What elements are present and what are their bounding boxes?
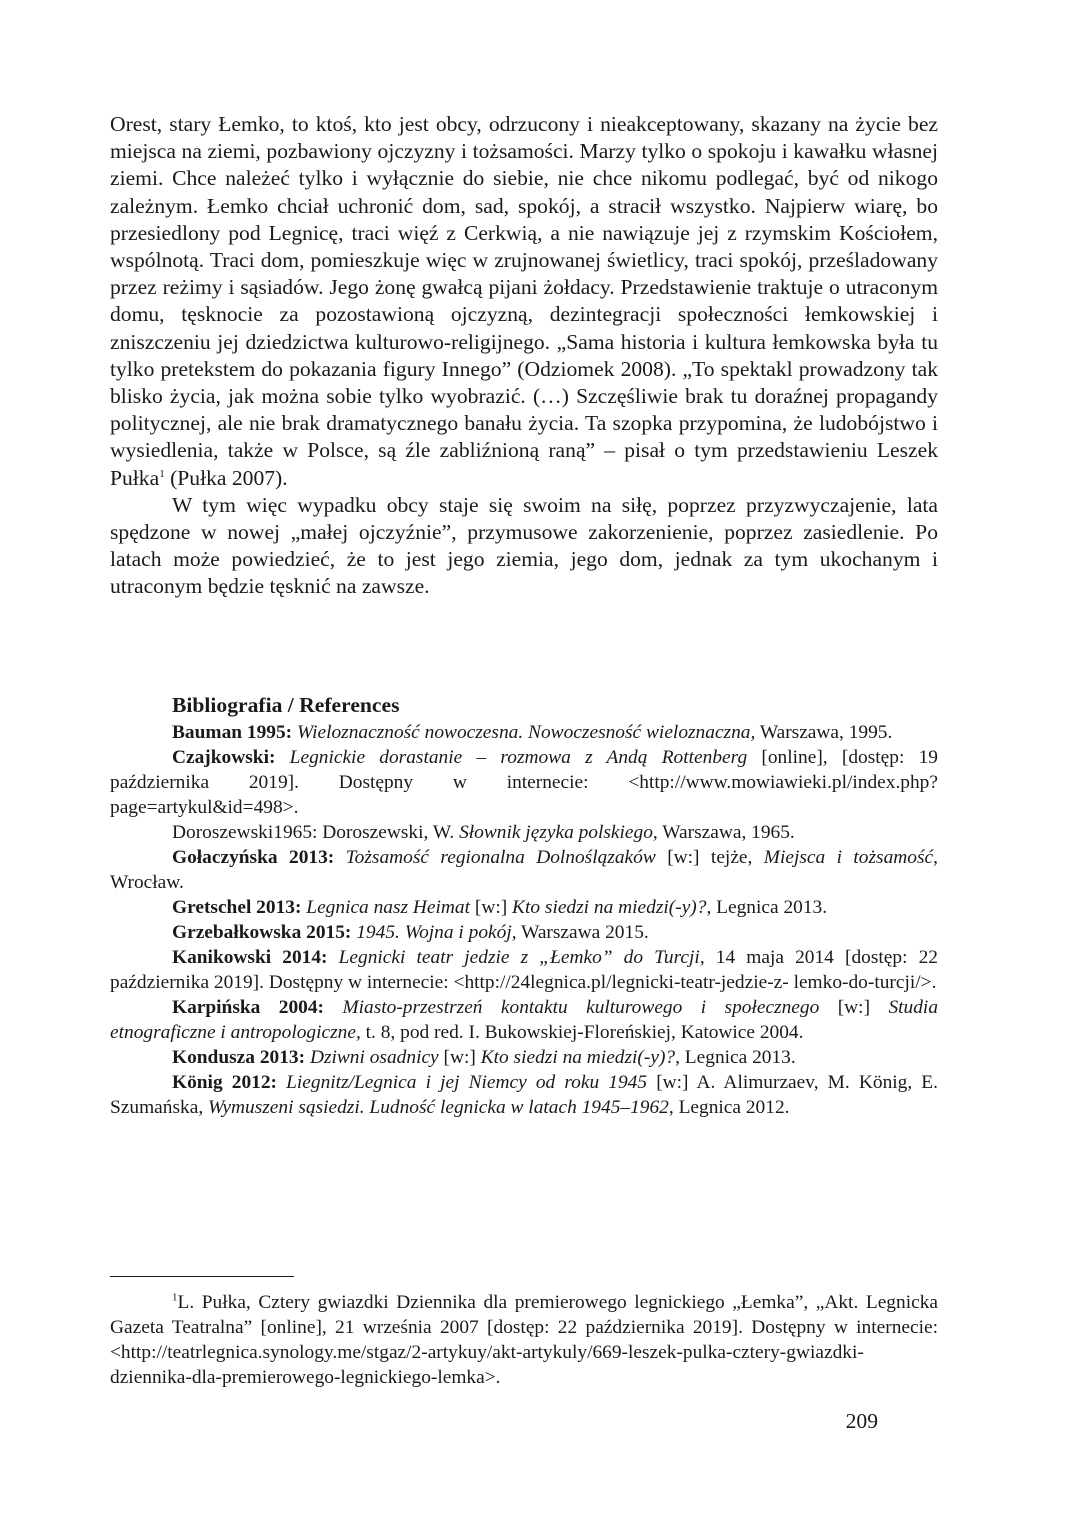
entry-text: [w:] (819, 997, 889, 1018)
bibliography-entry (110, 1070, 938, 1120)
entry-label: Kanikowski 2014: (172, 947, 328, 968)
entry-label: Kondusza 2013: (172, 1047, 306, 1068)
entry-title: Tożsamość regionalna Dolnoślązaków (345, 847, 656, 868)
entry-title: Wymuszeni sąsiedzi. Ludność legnicka w latach 1945–1962 (208, 1097, 669, 1118)
entry-title: Liegnitz/Legnica i jej Niemcy od roku 1945 (286, 1072, 648, 1093)
entry-label: Gołaczyńska 2013: (172, 847, 335, 868)
entry-title: Legnicki teatr jedzie z „Łemko” do Turcji (338, 947, 700, 968)
entry-title: Kto siedzi na miedzi(-y)? (480, 1047, 676, 1068)
bibliography-entry (110, 745, 938, 820)
body-text (110, 111, 938, 601)
entry-title: Studia etnograficzne i antropologiczne, (110, 997, 939, 1043)
bibliography-list (110, 720, 938, 1120)
entry-text: , Legnica 2013. (675, 1047, 796, 1068)
bibliography-entry (110, 945, 938, 995)
entry-text: t. 8, pod red. I. Bukowskiej-Floreńskiej, Katowice 2004. (360, 1022, 804, 1043)
entry-title: Miasto-przestrzeń kontaktu kulturowego i społecznego (342, 997, 820, 1018)
entry-text: Warszawa, 1995. (755, 722, 893, 743)
footnote-separator (110, 1276, 294, 1277)
entry-text: [w:] (470, 897, 513, 918)
entry-label: König 2012: (172, 1072, 277, 1093)
page-number: 209 (845, 1409, 878, 1433)
bibliography-entry (110, 820, 938, 845)
entry-text: Warszawa 2015. (516, 922, 649, 943)
footnote-number: 1 (172, 1291, 178, 1304)
entry-label: Bauman 1995: (172, 722, 293, 743)
entry-text: Doroszewski1965: Doroszewski, W. (172, 822, 460, 843)
bibliography-entry (110, 1045, 938, 1070)
entry-text (328, 947, 339, 968)
entry-label: Gretschel 2013: (172, 897, 302, 918)
body-paragraph-1 (110, 111, 938, 492)
entry-text (334, 847, 345, 868)
footnote (110, 1290, 938, 1390)
bibliography-entry (110, 995, 938, 1045)
entry-text: , Legnica 2013. (706, 897, 828, 918)
entry-text: [w:] (438, 1047, 481, 1068)
entry-title: Słownik języka polskiego (459, 822, 653, 843)
entry-title: Legnickie dorastanie – rozmowa z Andą Rottenberg (289, 747, 748, 768)
entry-text: , Legnica 2012. (668, 1097, 790, 1118)
entry-title: Legnica nasz Heimat (306, 897, 471, 918)
bibliography-entry (110, 845, 938, 895)
entry-text: , 14 maja 2014 [dostęp: 22 października 2019]. Dostępny w internecie: <http://24legnica.pl/legnicki-teatr-jedzie-z- lemko-do-turcji/>. (110, 947, 938, 993)
entry-text: , Warszawa, 1965. (652, 822, 795, 843)
footnote-text: L. Pułka, Cztery gwiazdki Dziennika dla premierowego legnickiego „Łemka”, „Akt. Legnicka Gazeta Teatralna” [online], 21 września 2007 [dostęp: 22 października 2019]. Dostępny w internecie: <http://teatrlegnica.synology.me/stgaz/2-artykuy/akt-artykuly/669-leszek-pulka-cztery-gwiazdki-dziennika-dla-premierowego-legnickiego-lemka>. (110, 1292, 938, 1388)
body-paragraph-2: W tym więc wypadku obcy staje się swoim na siłę, poprzez przyzwyczajenie, lata spędzone w nowej „małej ojczyźnie”, przymusowe zakorzenienie, poprzez zasiedlenie. Po latach może powiedzieć, że to jest jego ziemia, jego dom, jednak za tym ukochanym i utraconym będzie tęsknić na zawsze. (110, 492, 938, 599)
bibliography-heading: Bibliografia / References (172, 693, 400, 717)
footnote-reference: 1 (159, 467, 165, 480)
entry-label: Czajkowski: (172, 747, 276, 768)
paragraph-tail: (Pułka 2007). (164, 465, 288, 490)
entry-text (324, 997, 342, 1018)
paragraph-text: Orest, stary Łemko, to ktoś, kto jest obcy, odrzucony i nieakceptowany, skazany na życie bez miejsca na ziemi, pozbawiony ojczyzny i tożsamości. Marzy tylko o spokoju i kawałku własnej ziemi. Chce należeć tylko i wyłącznie do siebie, nie chce nikomu podlegać, być od nikogo zależnym. Łemko chciał uchronić dom, sad, spokój, a stracił wszystko. Najpierw wiarę, bo przesiedlony pod Legnicę, traci więź z Cerkwią, a nie nawiązuje jej z rzymskim Kościołem, wspólnotą. Traci dom, pomieszkuje więc w zrujnowanej świetlicy, traci spokój, prześladowany przez reżimy i sąsiadów. Jego żonę gwałcą pijani żołdacy. Przedstawienie traktuje o utraconym domu, tęsknocie za pozostawioną ojczyzną, dezintegracji społeczności łemkowskiej i zniszczeniu jej dziedzictwa kulturowo-religijnego. „Sama historia i kultura łemkowska była tu tylko pretekstem do pokazania figury Innego” (Odziomek 2008). „To spektakl prowadzony tak blisko życia, jak można sobie tylko wyobrazić. (…) Szczęśliwie brak tu doraźnej propagandy politycznej, ale nie brak dramatycznego banału życia. Ta szopka przypomina, że ludobójstwo i wysiedlenia, także w Polsce, są źle zabliźnioną raną” – pisał o tym przedstawieniu Leszek Pułka (110, 112, 938, 490)
entry-label: Karpińska 2004: (172, 997, 325, 1018)
bibliography-entry (110, 720, 938, 745)
entry-title: Dziwni osadnicy (309, 1047, 439, 1068)
entry-text: [online], [dostęp: 19 października 2019]. Dostępny w internecie: <http://www.mowiawieki.pl/index.php?page=artykul&id=498>. (110, 747, 938, 818)
entry-title: Miejsca i tożsamość (763, 847, 934, 868)
entry-title: 1945. Wojna i pokój, (356, 922, 517, 943)
bibliography-entry (110, 895, 938, 920)
bibliography-entry (110, 920, 938, 945)
entry-text: [w:] tejże, (655, 847, 764, 868)
entry-title: Wieloznaczność nowoczesna. Nowoczesność wieloznaczna, (297, 722, 756, 743)
entry-label: Grzebałkowska 2015: (172, 922, 352, 943)
entry-text (275, 747, 289, 768)
entry-text (277, 1072, 286, 1093)
entry-text: [w:] A. Alimurzaev, M. König, E. Szumańska, (110, 1072, 939, 1118)
entry-text: , Wrocław. (110, 847, 938, 893)
entry-title: Kto siedzi na miedzi(-y)? (512, 897, 707, 918)
bibliography-section (110, 691, 938, 1120)
